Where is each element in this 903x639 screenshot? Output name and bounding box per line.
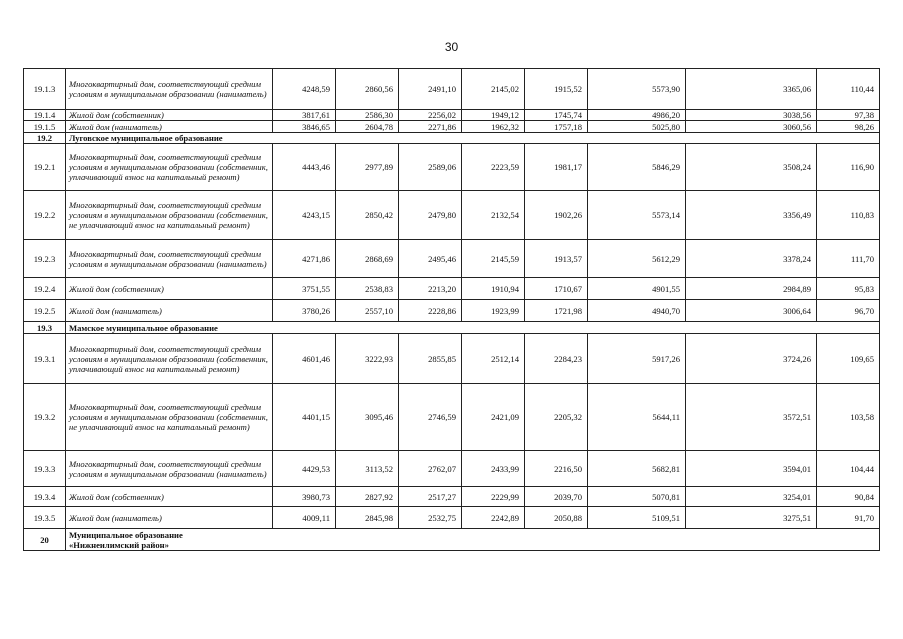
value-cell: 2271,86 [399, 121, 462, 133]
value-cell: 95,83 [817, 278, 880, 300]
value-cell: 3594,01 [686, 451, 817, 487]
row-description: Многоквартирный дом, соответствующий средним условиям в муниципальном образовании (собственник, уплачивающий взнос на капитальный ремонт) [66, 144, 273, 191]
value-cell: 2421,09 [462, 384, 525, 451]
table-row [24, 110, 880, 121]
value-cell: 1981,17 [525, 144, 588, 191]
table-row [24, 300, 880, 322]
section-title: Муниципальное образование «Нижнеилимский район» [66, 529, 880, 551]
value-cell: 5109,51 [588, 507, 686, 529]
value-cell: 2845,98 [336, 507, 399, 529]
value-cell: 98,26 [817, 121, 880, 133]
value-cell: 2495,46 [399, 240, 462, 278]
value-cell: 3817,61 [273, 110, 336, 121]
row-description: Многоквартирный дом, соответствующий средним условиям в муниципальном образовании (наниматель) [66, 451, 273, 487]
value-cell: 5573,14 [588, 191, 686, 240]
value-cell: 1949,12 [462, 110, 525, 121]
value-cell: 3751,55 [273, 278, 336, 300]
value-cell: 2762,07 [399, 451, 462, 487]
value-cell: 2284,23 [525, 334, 588, 384]
value-cell: 3254,01 [686, 487, 817, 507]
value-cell: 109,65 [817, 334, 880, 384]
value-cell: 97,38 [817, 110, 880, 121]
row-code: 19.2.2 [24, 191, 66, 240]
value-cell: 2977,89 [336, 144, 399, 191]
value-cell: 2039,70 [525, 487, 588, 507]
section-code: 19.2 [24, 133, 66, 144]
value-cell: 1915,52 [525, 69, 588, 110]
row-code: 19.3.3 [24, 451, 66, 487]
table-row [24, 384, 880, 451]
value-cell: 2746,59 [399, 384, 462, 451]
value-cell: 3365,06 [686, 69, 817, 110]
section-header-row [24, 529, 880, 551]
value-cell: 116,90 [817, 144, 880, 191]
table-row [24, 240, 880, 278]
value-cell: 5573,90 [588, 69, 686, 110]
value-cell: 110,44 [817, 69, 880, 110]
value-cell: 4940,70 [588, 300, 686, 322]
tariff-table [23, 68, 880, 551]
value-cell: 1710,67 [525, 278, 588, 300]
value-cell: 1757,18 [525, 121, 588, 133]
value-cell: 2604,78 [336, 121, 399, 133]
value-cell: 90,84 [817, 487, 880, 507]
table-row [24, 69, 880, 110]
value-cell: 5644,11 [588, 384, 686, 451]
value-cell: 2132,54 [462, 191, 525, 240]
value-cell: 2223,59 [462, 144, 525, 191]
value-cell: 5917,26 [588, 334, 686, 384]
value-cell: 5846,29 [588, 144, 686, 191]
value-cell: 3980,73 [273, 487, 336, 507]
value-cell: 4243,15 [273, 191, 336, 240]
value-cell: 3508,24 [686, 144, 817, 191]
row-description: Жилой дом (собственник) [66, 110, 273, 121]
value-cell: 2517,27 [399, 487, 462, 507]
value-cell: 2242,89 [462, 507, 525, 529]
value-cell: 2532,75 [399, 507, 462, 529]
row-description: Жилой дом (наниматель) [66, 300, 273, 322]
value-cell: 1923,99 [462, 300, 525, 322]
row-code: 19.1.4 [24, 110, 66, 121]
value-cell: 4986,20 [588, 110, 686, 121]
value-cell: 2145,02 [462, 69, 525, 110]
value-cell: 5025,80 [588, 121, 686, 133]
value-cell: 2433,99 [462, 451, 525, 487]
value-cell: 91,70 [817, 507, 880, 529]
row-code: 19.2.1 [24, 144, 66, 191]
value-cell: 3846,65 [273, 121, 336, 133]
row-description: Жилой дом (наниматель) [66, 507, 273, 529]
value-cell: 4443,46 [273, 144, 336, 191]
section-code: 20 [24, 529, 66, 551]
value-cell: 2827,92 [336, 487, 399, 507]
row-description: Жилой дом (собственник) [66, 278, 273, 300]
row-code: 19.2.4 [24, 278, 66, 300]
value-cell: 3060,56 [686, 121, 817, 133]
row-code: 19.3.1 [24, 334, 66, 384]
value-cell: 3275,51 [686, 507, 817, 529]
row-code: 19.3.4 [24, 487, 66, 507]
table-row [24, 507, 880, 529]
row-code: 19.3.2 [24, 384, 66, 451]
value-cell: 2860,56 [336, 69, 399, 110]
section-code: 19.3 [24, 322, 66, 334]
table-row [24, 191, 880, 240]
value-cell: 96,70 [817, 300, 880, 322]
table-row [24, 334, 880, 384]
value-cell: 3038,56 [686, 110, 817, 121]
value-cell: 3006,64 [686, 300, 817, 322]
value-cell: 4401,15 [273, 384, 336, 451]
value-cell: 2855,85 [399, 334, 462, 384]
row-code: 19.2.3 [24, 240, 66, 278]
value-cell: 5070,81 [588, 487, 686, 507]
value-cell: 2984,89 [686, 278, 817, 300]
value-cell: 4901,55 [588, 278, 686, 300]
row-code: 19.3.5 [24, 507, 66, 529]
value-cell: 2512,14 [462, 334, 525, 384]
row-code: 19.1.3 [24, 69, 66, 110]
value-cell: 4009,11 [273, 507, 336, 529]
value-cell: 111,70 [817, 240, 880, 278]
value-cell: 3113,52 [336, 451, 399, 487]
value-cell: 4601,46 [273, 334, 336, 384]
value-cell: 5612,29 [588, 240, 686, 278]
row-description: Жилой дом (наниматель) [66, 121, 273, 133]
value-cell: 110,83 [817, 191, 880, 240]
value-cell: 2213,20 [399, 278, 462, 300]
value-cell: 2229,99 [462, 487, 525, 507]
value-cell: 2228,86 [399, 300, 462, 322]
value-cell: 1910,94 [462, 278, 525, 300]
value-cell: 2216,50 [525, 451, 588, 487]
table-row [24, 451, 880, 487]
table-row [24, 121, 880, 133]
row-description: Многоквартирный дом, соответствующий средним условиям в муниципальном образовании (наниматель) [66, 69, 273, 110]
value-cell: 1745,74 [525, 110, 588, 121]
value-cell: 2589,06 [399, 144, 462, 191]
value-cell: 1913,57 [525, 240, 588, 278]
row-code: 19.1.5 [24, 121, 66, 133]
row-description: Многоквартирный дом, соответствующий средним условиям в муниципальном образовании (собственник, уплачивающий взнос на капитальный ремонт) [66, 334, 273, 384]
value-cell: 2850,42 [336, 191, 399, 240]
row-description: Многоквартирный дом, соответствующий средним условиям в муниципальном образовании (наниматель) [66, 240, 273, 278]
value-cell: 1962,32 [462, 121, 525, 133]
table-row [24, 487, 880, 507]
value-cell: 2868,69 [336, 240, 399, 278]
section-title: Мамское муниципальное образование [66, 322, 880, 334]
section-header-row [24, 322, 880, 334]
row-description: Многоквартирный дом, соответствующий средним условиям в муниципальном образовании (собственник, не уплачивающий взнос на капитальный ремонт) [66, 191, 273, 240]
row-description: Жилой дом (собственник) [66, 487, 273, 507]
value-cell: 2491,10 [399, 69, 462, 110]
value-cell: 3378,24 [686, 240, 817, 278]
value-cell: 2557,10 [336, 300, 399, 322]
value-cell: 103,58 [817, 384, 880, 451]
value-cell: 2256,02 [399, 110, 462, 121]
value-cell: 2205,32 [525, 384, 588, 451]
value-cell: 4248,59 [273, 69, 336, 110]
value-cell: 104,44 [817, 451, 880, 487]
value-cell: 3095,46 [336, 384, 399, 451]
value-cell: 2538,83 [336, 278, 399, 300]
value-cell: 2586,30 [336, 110, 399, 121]
value-cell: 5682,81 [588, 451, 686, 487]
row-description: Многоквартирный дом, соответствующий средним условиям в муниципальном образовании (собственник, не уплачивающий взнос на капитальный ремонт) [66, 384, 273, 451]
value-cell: 2479,80 [399, 191, 462, 240]
value-cell: 1721,98 [525, 300, 588, 322]
value-cell: 3724,26 [686, 334, 817, 384]
section-title: Луговское муниципальное образование [66, 133, 880, 144]
table-row [24, 144, 880, 191]
page-number: 30 [444, 40, 459, 54]
value-cell: 2145,59 [462, 240, 525, 278]
value-cell: 3222,93 [336, 334, 399, 384]
value-cell: 4429,53 [273, 451, 336, 487]
value-cell: 4271,86 [273, 240, 336, 278]
value-cell: 3572,51 [686, 384, 817, 451]
table-row [24, 278, 880, 300]
value-cell: 3780,26 [273, 300, 336, 322]
row-code: 19.2.5 [24, 300, 66, 322]
value-cell: 2050,88 [525, 507, 588, 529]
value-cell: 1902,26 [525, 191, 588, 240]
value-cell: 3356,49 [686, 191, 817, 240]
section-header-row [24, 133, 880, 144]
